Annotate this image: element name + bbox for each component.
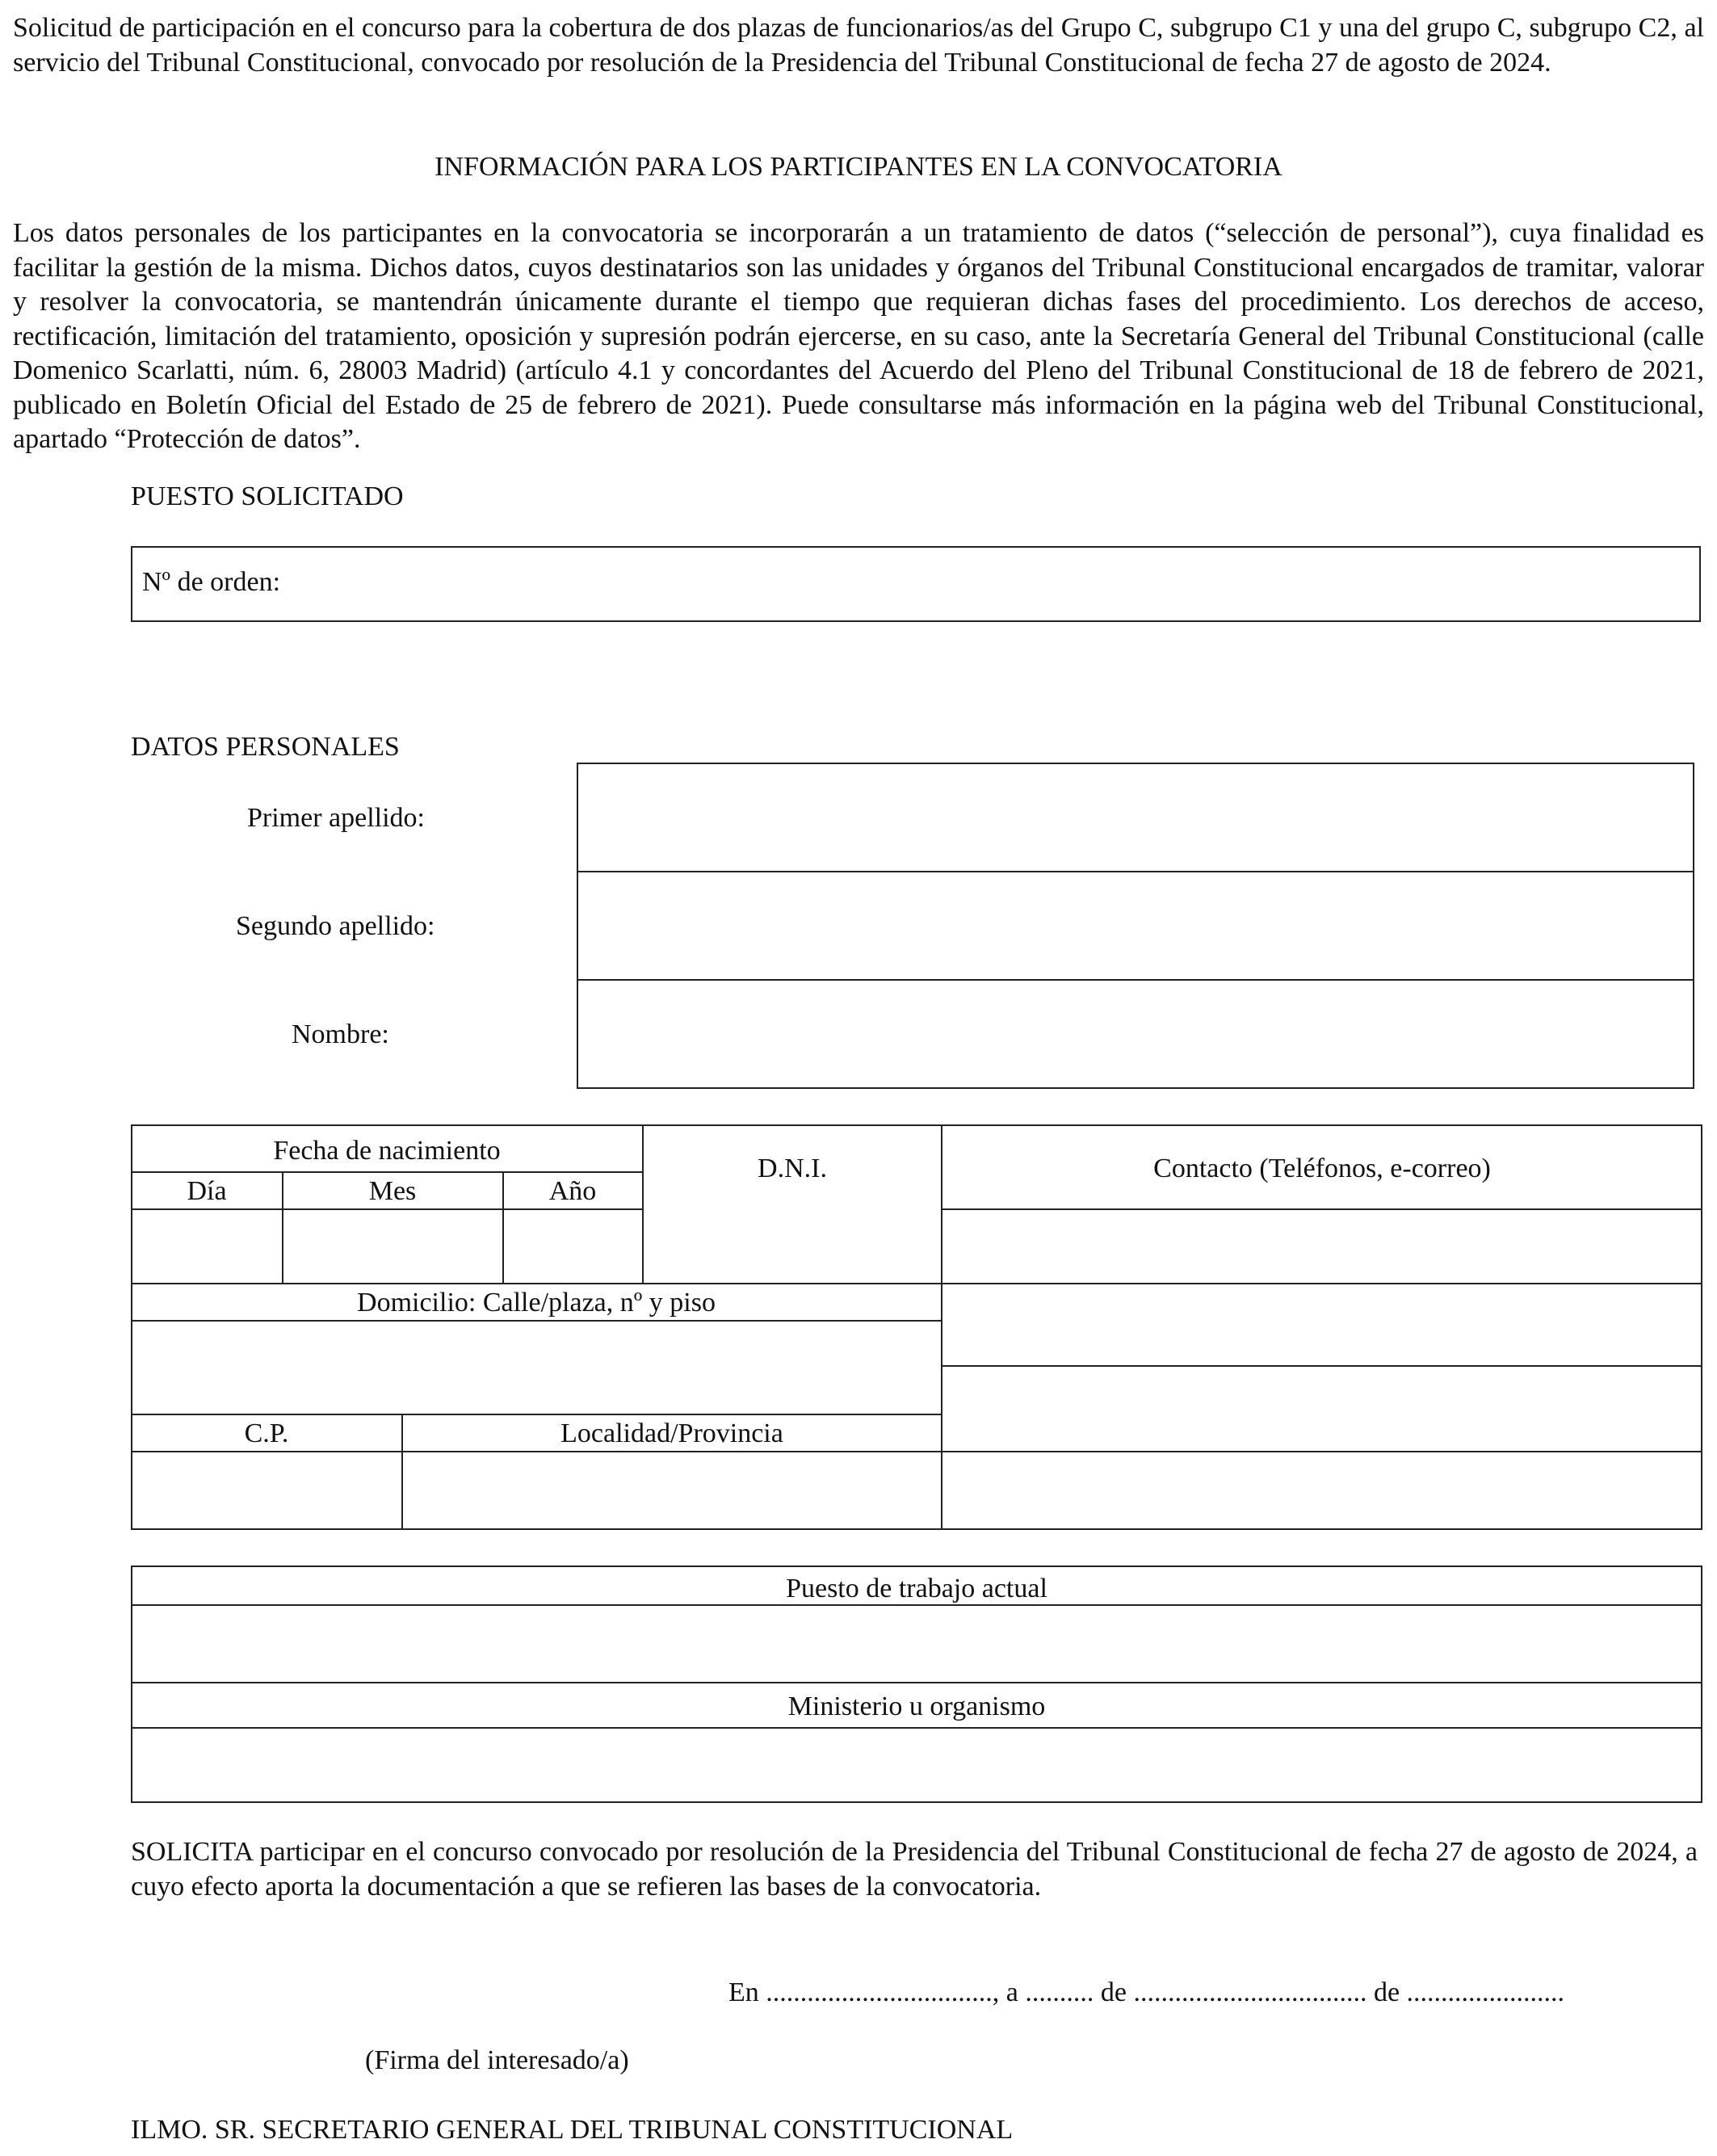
destinatario: ILMO. SR. SECRETARIO GENERAL DEL TRIBUNAL CONSTITUCIONAL: [131, 2115, 1014, 2145]
puesto-actual-label: Puesto de trabajo actual: [786, 1574, 1047, 1603]
info-heading: INFORMACIÓN PARA LOS PARTICIPANTES EN LA CONVOCATORIA: [434, 152, 1283, 182]
intro-paragraph: Solicitud de participación en el concurso para la cobertura de dos plazas de funcionarios/as del Grupo C, subgrupo C1 y una del grupo C, subgrupo C2, al servicio del Tribunal Constitucional, convocado por resolución de la Presidencia del Tribunal Constitucional de fecha 27 de agosto de 2024.: [13, 13, 1704, 78]
primer-apellido-label: Primer apellido:: [247, 803, 426, 833]
localidad-field[interactable]: [403, 1452, 941, 1528]
cp-label: C.P.: [244, 1418, 289, 1448]
primer-apellido-field[interactable]: [577, 763, 1694, 872]
domicilio-field[interactable]: [132, 1322, 941, 1414]
dni-field[interactable]: [644, 1173, 941, 1283]
contacto-field-2[interactable]: [942, 1284, 1701, 1365]
divider: [131, 1171, 643, 1173]
divider: [131, 1682, 1702, 1683]
datos-section-title: DATOS PERSONALES: [131, 732, 400, 762]
dia-field[interactable]: [132, 1210, 282, 1283]
ministerio-label: Ministerio u organismo: [787, 1692, 1046, 1721]
anio-field[interactable]: [504, 1210, 642, 1283]
nombre-field[interactable]: [577, 981, 1694, 1089]
divider: [131, 1414, 942, 1415]
cp-field[interactable]: [132, 1452, 401, 1528]
contacto-label: Contacto (Teléfonos, e-correo): [1153, 1154, 1491, 1183]
firma-label: (Firma del interesado/a): [365, 2045, 629, 2075]
contacto-field-4[interactable]: [942, 1452, 1701, 1528]
mes-label: Mes: [368, 1176, 417, 1206]
fecha-nacimiento-label: Fecha de nacimiento: [273, 1136, 501, 1166]
anio-label: Año: [548, 1176, 597, 1206]
localidad-label: Localidad/Provincia: [560, 1418, 783, 1448]
mes-field[interactable]: [283, 1210, 502, 1283]
domicilio-label: Domicilio: Calle/plaza, nº y piso: [357, 1288, 716, 1318]
orden-field[interactable]: [131, 546, 1701, 622]
orden-label: Nº de orden:: [142, 567, 281, 597]
divider: [577, 979, 1694, 981]
ministerio-field[interactable]: [132, 1729, 1701, 1801]
divider: [577, 871, 1694, 872]
contacto-field-1[interactable]: [942, 1210, 1701, 1283]
privacy-paragraph: Los datos personales de los participantes en la convocatoria se incorporarán a un tratamiento de datos (“selección de personal”), cuya finalidad es facilitar la gestión de la misma. Dichos datos, cuyos destinatarios son las unidades y órganos del Tribunal Constitucional encargados de tramitar, valorar y resolver la convocatoria, se mantendrán únicamente durante el tiempo que requieran dichas fases del procedimiento. Los derechos de acceso, rectificación, limitación del tratamiento, oposición y supresión podrán ejercerse, en su caso, ante la Secretaría General del Tribunal Constitucional (calle Domenico Scarlatti, núm. 6, 28003 Madrid) (artículo 4.1 y concordantes del Acuerdo del Pleno del Tribunal Constitucional de 18 de febrero de 2021, publicado en Boletín Oficial del Estado de 25 de febrero de 2021). Puede consultarse más información en la página web del Tribunal Constitucional, apartado “Protección de datos”.: [13, 218, 1704, 454]
nombre-label: Nombre:: [292, 1019, 389, 1049]
segundo-apellido-label: Segundo apellido:: [236, 911, 435, 941]
puesto-actual-field[interactable]: [132, 1606, 1701, 1682]
date-line: En ................................., a .......... de .................................. de .......................: [728, 1977, 1565, 2007]
segundo-apellido-field[interactable]: [577, 872, 1694, 981]
contacto-field-3[interactable]: [942, 1367, 1701, 1451]
dni-label: D.N.I.: [758, 1154, 827, 1183]
solicita-paragraph: SOLICITA participar en el concurso convocado por resolución de la Presidencia del Tribunal Constitucional de fecha 27 de agosto de 2024, a cuyo efecto aporta la documentación a que se refieren las bases de la convocatoria.: [131, 1837, 1698, 1902]
puesto-section-title: PUESTO SOLICITADO: [131, 481, 404, 511]
dia-label: Día: [187, 1176, 227, 1206]
